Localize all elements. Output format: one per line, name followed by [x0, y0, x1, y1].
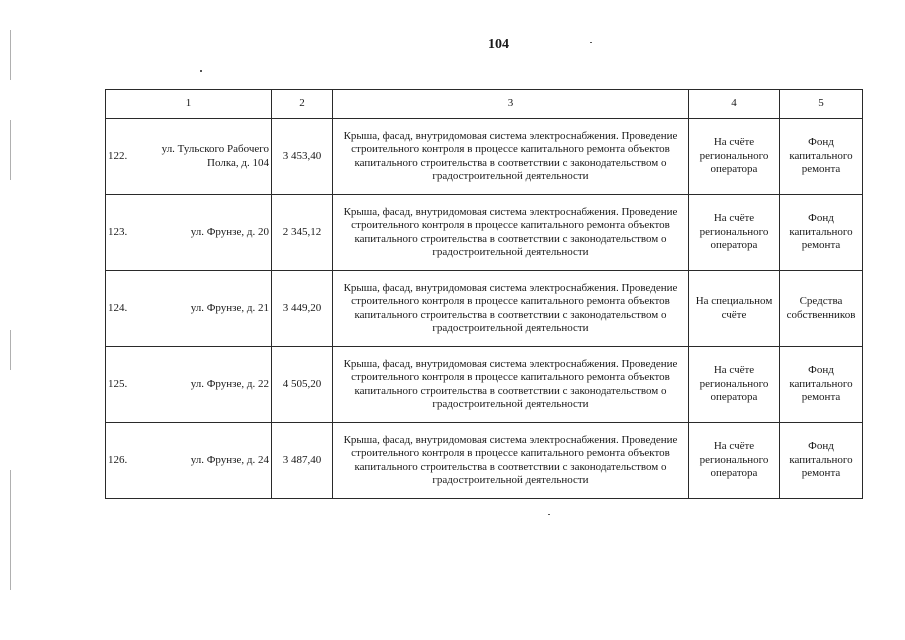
fund-account: На счёте регионального оператора: [689, 119, 780, 195]
scan-margin-mark: [10, 470, 11, 590]
funding-source: Фонд капитального ремонта: [780, 119, 863, 195]
funding-source: Средства собственников: [780, 271, 863, 347]
repair-works: Крыша, фасад, внутридомовая система электроснабжения. Проведение строительного контроля в процессе капитального ремонта объектов капитального строительства в соответствии с законодательством о градостроительной деятельности: [333, 119, 689, 195]
building-area: 3 453,40: [272, 119, 333, 195]
building-area: 2 345,12: [272, 195, 333, 271]
building-area: 4 505,20: [272, 347, 333, 423]
row-number: 126.: [106, 423, 137, 499]
row-number: 123.: [106, 195, 137, 271]
building-address: ул. Фрунзе, д. 20: [137, 195, 272, 271]
repair-works: Крыша, фасад, внутридомовая система электроснабжения. Проведение строительного контроля в процессе капитального ремонта объектов капитального строительства в соответствии с законодательством о градостроительной деятельности: [333, 423, 689, 499]
column-header: 2: [272, 90, 333, 119]
repair-works: Крыша, фасад, внутридомовая система электроснабжения. Проведение строительного контроля в процессе капитального ремонта объектов капитального строительства в соответствии с законодательством о градостроительной деятельности: [333, 271, 689, 347]
building-address: ул. Фрунзе, д. 24: [137, 423, 272, 499]
repair-program-table: [105, 89, 863, 499]
funding-source: Фонд капитального ремонта: [780, 195, 863, 271]
scan-margin-mark: [10, 330, 11, 370]
funding-source: Фонд капитального ремонта: [780, 423, 863, 499]
repair-works: Крыша, фасад, внутридомовая система электроснабжения. Проведение строительного контроля в процессе капитального ремонта объектов капитального строительства в соответствии с законодательством о градостроительной деятельности: [333, 195, 689, 271]
page-number: 104: [488, 37, 509, 52]
building-address: ул. Тульского Рабочего Полка, д. 104: [137, 119, 272, 195]
table-row: [106, 195, 863, 271]
fund-account: На счёте регионального оператора: [689, 347, 780, 423]
scan-speck: [200, 70, 202, 72]
table-header-row: [106, 90, 863, 119]
scan-margin-mark: [10, 120, 11, 180]
table-row: [106, 423, 863, 499]
row-number: 124.: [106, 271, 137, 347]
fund-account: На счёте регионального оператора: [689, 423, 780, 499]
building-address: ул. Фрунзе, д. 22: [137, 347, 272, 423]
table-row: [106, 347, 863, 423]
table-row: [106, 119, 863, 195]
building-address: ул. Фрунзе, д. 21: [137, 271, 272, 347]
building-area: 3 449,20: [272, 271, 333, 347]
column-header: 5: [780, 90, 863, 119]
column-header: 3: [333, 90, 689, 119]
repair-works: Крыша, фасад, внутридомовая система электроснабжения. Проведение строительного контроля в процессе капитального ремонта объектов капитального строительства в соответствии с законодательством о градостроительной деятельности: [333, 347, 689, 423]
column-header: 1: [106, 90, 272, 119]
building-area: 3 487,40: [272, 423, 333, 499]
fund-account: На счёте регионального оператора: [689, 195, 780, 271]
column-header: 4: [689, 90, 780, 119]
fund-account: На специальном счёте: [689, 271, 780, 347]
table-row: [106, 271, 863, 347]
scan-speck: [548, 514, 550, 515]
row-number: 125.: [106, 347, 137, 423]
funding-source: Фонд капитального ремонта: [780, 347, 863, 423]
row-number: 122.: [106, 119, 137, 195]
